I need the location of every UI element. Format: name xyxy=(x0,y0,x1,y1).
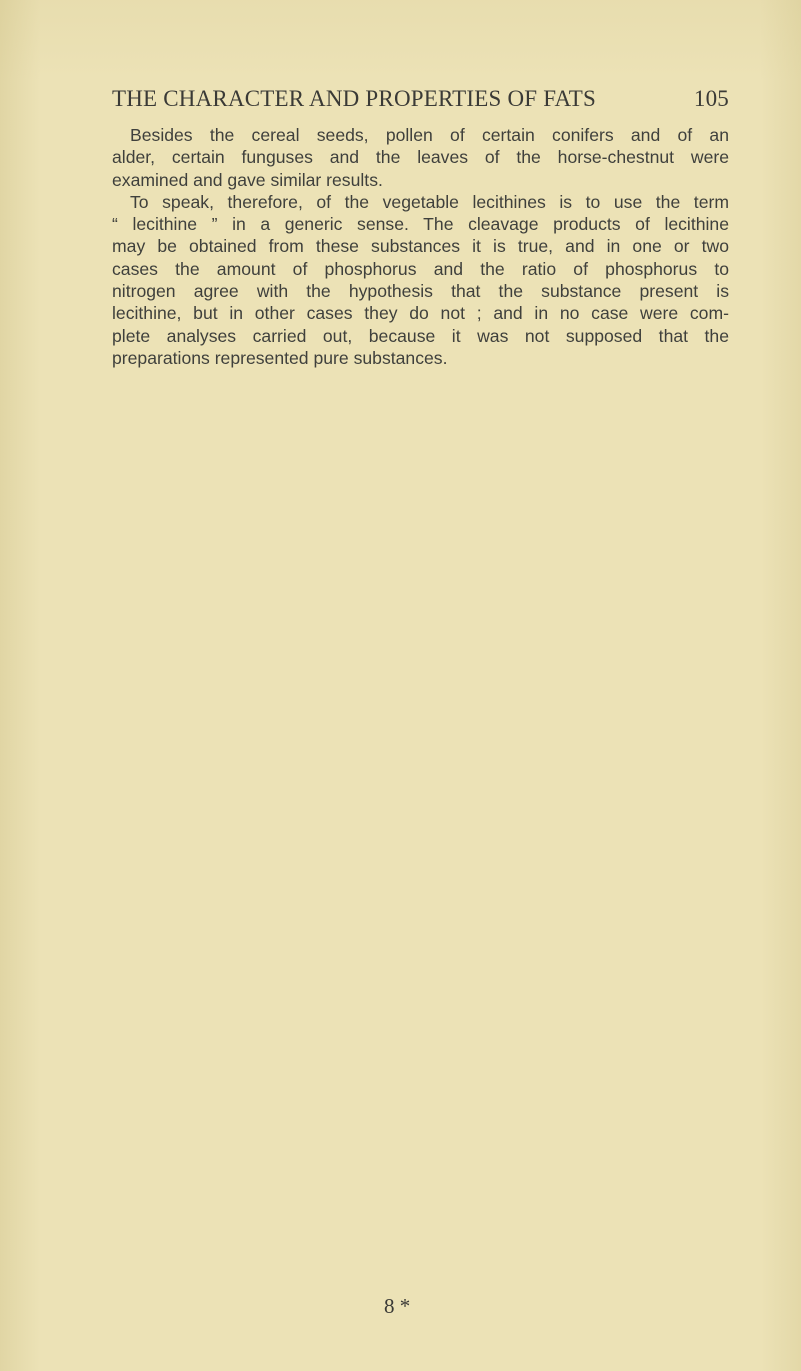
text-line: preparations represented pure substances. xyxy=(112,347,448,368)
text-line: To speak, therefore, of the vegetable lecithines is to use the term xyxy=(130,191,729,212)
signature-mark: 8 * xyxy=(384,1294,411,1318)
body-text xyxy=(112,124,729,369)
paragraph-1 xyxy=(112,124,729,191)
text-line: examined and gave similar results. xyxy=(112,169,383,190)
paragraph-2 xyxy=(112,191,729,369)
page-number: 105 xyxy=(693,86,729,111)
text-line: “ lecithine ” in a generic sense. The cleavage products of lecithine xyxy=(112,214,729,235)
text-line: plete analyses carried out, because it was not supposed that the xyxy=(112,325,729,346)
text-line: may be obtained from these substances it is true, and in one or two xyxy=(112,236,729,257)
text-line: alder, certain funguses and the leaves of the horse-chestnut were xyxy=(112,147,729,168)
running-head-title: THE CHARACTER AND PROPERTIES OF FATS xyxy=(112,86,596,111)
text-line: Besides the cereal seeds, pollen of certain conifers and of an xyxy=(130,125,729,145)
text-line: cases the amount of phosphorus and the ratio of phosphorus to xyxy=(112,258,729,279)
text-line: nitrogen agree with the hypothesis that the substance present is xyxy=(112,281,729,302)
text-line: lecithine, but in other cases they do not ; and in no case were com- xyxy=(112,303,729,324)
